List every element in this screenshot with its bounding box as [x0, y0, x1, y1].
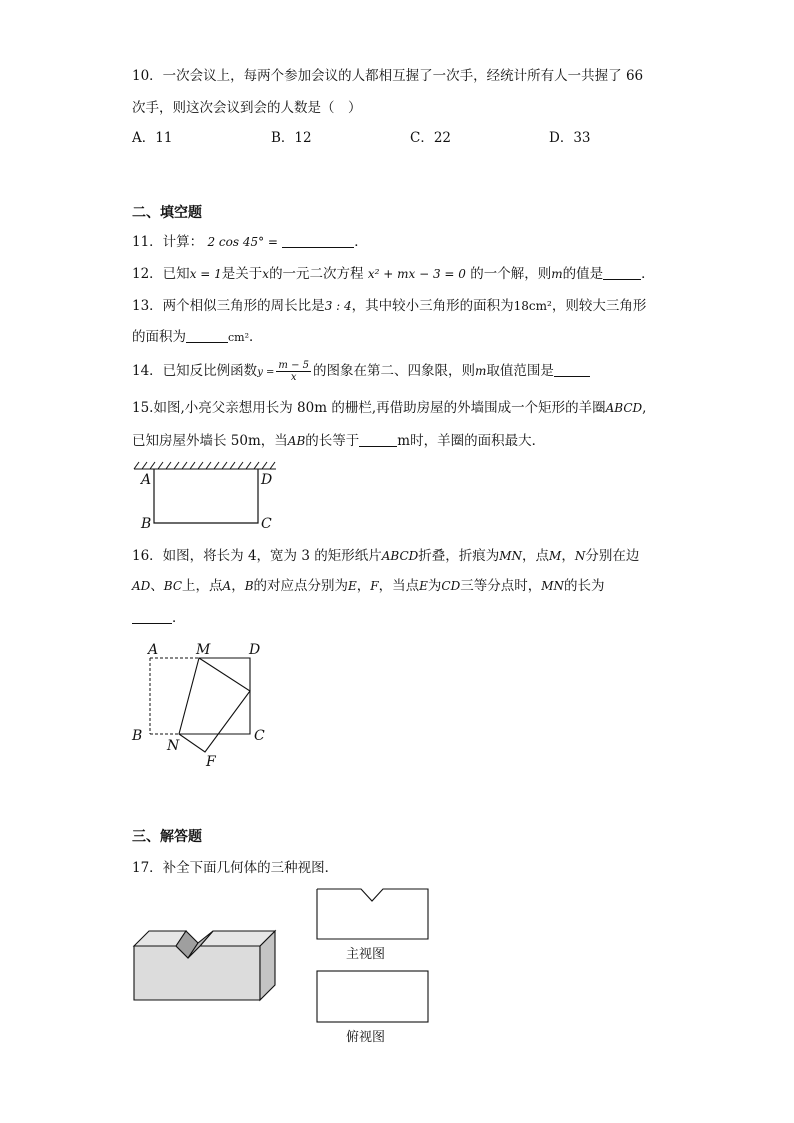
- q16-text-i: 为: [427, 578, 442, 594]
- q10-line1: 10．一次会议上，每两个参加会议的人都相互握了一次手，经统计所有人一共握了 66: [132, 68, 644, 84]
- q13-text-c: ，则较大三角形: [551, 298, 647, 314]
- q17-top-view: [316, 970, 430, 1024]
- q13-end: ．: [249, 329, 263, 345]
- q12-text-i: 的值是: [562, 266, 604, 282]
- q16-line3: [132, 608, 186, 628]
- front-view-outline: [317, 889, 428, 939]
- q16-e2: E: [419, 579, 428, 593]
- q16-text-d: ，: [561, 548, 575, 564]
- fig15-label-d: D: [261, 472, 273, 488]
- q11-prefix: 11．计算：: [132, 234, 204, 250]
- q16-text-j: 三等分点时，: [460, 578, 542, 594]
- fig16-remaining-rect: [179, 658, 250, 734]
- q16-ad: AD: [132, 579, 151, 593]
- q11-expression: 2 cos 45° =: [207, 235, 278, 249]
- house-wall-hatching: [134, 462, 276, 469]
- q11-line: [132, 232, 368, 252]
- q12-text-c: 是关于: [221, 266, 263, 282]
- fig16-label-a: A: [148, 642, 159, 658]
- section-fill-in-title: 二、填空题: [132, 205, 202, 221]
- q16-figure: [130, 638, 270, 768]
- top-view-caption: 俯视图: [346, 1030, 386, 1045]
- q11-end: ．: [354, 234, 368, 250]
- q16-mn: MN: [499, 549, 523, 563]
- q15-answer-blank: [359, 432, 397, 447]
- fig16-label-m: M: [196, 642, 211, 658]
- q17-solid-figure: [133, 928, 279, 1002]
- q14-denominator: x: [290, 372, 297, 383]
- q16-abcd: ABCD: [381, 549, 419, 563]
- q14-text-a: 14．已知反比例函数: [132, 363, 258, 379]
- top-view-outline: [317, 971, 428, 1022]
- q10-line2: 次手，则这次会议到会的人数是（ ）: [132, 100, 362, 116]
- fig15-label-c: C: [261, 516, 272, 532]
- q16-text-a: 16．如图，将长为 4，宽为 3 的矩形纸片: [132, 548, 382, 564]
- q16-sep3: ，: [356, 578, 371, 594]
- q16-text-c: ，点: [522, 548, 550, 564]
- q12-math-m: m: [551, 267, 563, 281]
- q12-equation: x² + mx − 3 = 0: [367, 267, 466, 281]
- q12-text-a: 12．已知: [132, 266, 190, 282]
- q12-math-x-eq-1: x = 1: [189, 267, 222, 281]
- fig15-label-a: A: [141, 472, 152, 488]
- q10-option-c: C．22: [410, 130, 452, 146]
- fig16-label-b: B: [132, 728, 143, 744]
- q16-text-k: 的长为: [564, 578, 605, 594]
- q16-sep2: ，: [231, 578, 245, 594]
- q16-text-e: 分别在边: [585, 548, 640, 564]
- q14-y-equals: y =: [257, 367, 275, 378]
- q12-text-g: 的一个解，则: [470, 266, 552, 282]
- q10-option-b: B．12: [271, 130, 312, 146]
- pen-fence: [154, 469, 258, 523]
- fig16-label-f: F: [206, 754, 216, 770]
- q13-ratio: 3 : 4: [324, 299, 352, 313]
- q15-line2: [132, 431, 545, 451]
- q15-text-c: 的长等于: [305, 433, 360, 449]
- q16-f: F: [370, 579, 379, 593]
- q16-b: B: [244, 579, 254, 593]
- q16-text-f: 上，点: [182, 578, 223, 594]
- q16-cd: CD: [441, 579, 461, 593]
- q16-end: ．: [172, 610, 186, 626]
- q16-answer-blank: [132, 609, 172, 624]
- q16-a: A: [222, 579, 232, 593]
- q14-text-b: 的图象在第二、四象限，则: [313, 363, 475, 379]
- q15-ab: AB: [287, 434, 306, 448]
- fig16-label-c: C: [254, 728, 265, 744]
- q13-area: 18cm²: [513, 299, 552, 313]
- q15-text-b: 已知房屋外墙长 50m，当: [132, 433, 288, 449]
- q16-text-g: 的对应点分别为: [253, 578, 349, 594]
- q16-bc: BC: [163, 579, 183, 593]
- q16-line2: [132, 576, 605, 596]
- q15-text-d: m时，羊圈的面积最大．: [397, 433, 546, 449]
- q15-figure: [130, 462, 280, 534]
- q10-option-d: D．33: [549, 130, 591, 146]
- q17-front-view: [316, 888, 430, 942]
- q14-text-c: 取值范围是: [486, 363, 554, 379]
- q10-option-a: A．11: [132, 130, 173, 146]
- q13-text-b: ，其中较小三角形的面积为: [351, 298, 514, 314]
- q14-line: [132, 360, 590, 383]
- q16-text-h: ，当点: [378, 578, 420, 594]
- q14-numerator: m − 5: [278, 360, 309, 371]
- q15-text-a: 15.如图,小亮父亲想用长为 80m 的栅栏,再借助房屋的外墙围成一个矩形的羊圈: [132, 400, 606, 416]
- q12-answer-blank: [603, 265, 641, 280]
- q16-m: M: [549, 549, 562, 563]
- solid-front-face: [134, 946, 260, 1000]
- fig16-label-d: D: [249, 642, 261, 658]
- q16-line1: [132, 546, 639, 566]
- fig16-folded-flap: [179, 658, 250, 752]
- front-view-caption: 主视图: [346, 947, 386, 962]
- q13-line1: [132, 296, 646, 316]
- q12-text-e: 的一元二次方程: [269, 266, 364, 282]
- fig16-label-n: N: [167, 738, 180, 754]
- q14-fraction: [276, 360, 311, 383]
- q13-text-d: 的面积为: [132, 329, 186, 345]
- q13-line2: [132, 327, 263, 348]
- q12-line: [132, 264, 655, 284]
- q15-abcd: ABCD: [605, 401, 643, 415]
- q16-e: E: [348, 579, 357, 593]
- q13-text-a: 13．两个相似三角形的周长比是: [132, 298, 325, 314]
- q13-unit: cm²: [228, 331, 250, 344]
- q16-sep: 、: [150, 578, 164, 594]
- q17-line: 17．补全下面几何体的三种视图．: [132, 860, 339, 876]
- q16-text-b: 折叠，折痕为: [418, 548, 500, 564]
- q12-math-x: x: [262, 267, 270, 281]
- q16-mn2: MN: [541, 579, 564, 593]
- q16-n: N: [574, 549, 586, 563]
- q14-answer-blank: [554, 362, 590, 377]
- q15-line1: 15.如图,小亮父亲想用长为 80m 的栅栏,再借助房屋的外墙围成一个矩形的羊圈ABCD,: [132, 400, 647, 416]
- fig15-label-b: B: [141, 516, 152, 532]
- q14-math-m: m: [475, 364, 487, 378]
- q11-answer-blank: [282, 233, 354, 248]
- q12-end: ．: [641, 266, 655, 282]
- q13-answer-blank: [186, 328, 228, 343]
- section-solve-title: 三、解答题: [132, 829, 202, 845]
